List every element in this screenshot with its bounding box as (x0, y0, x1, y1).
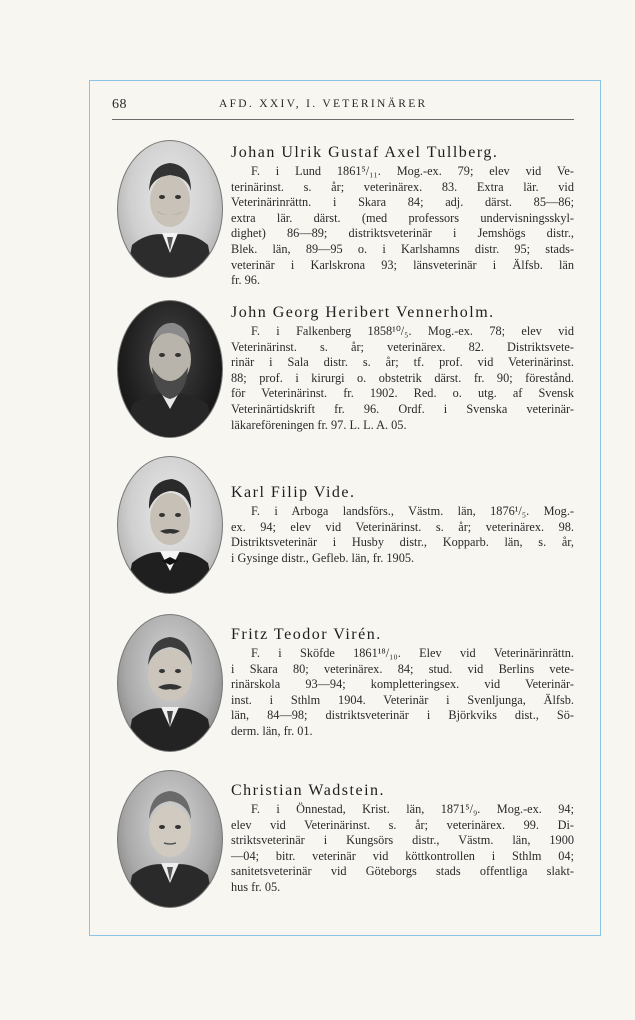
bio-line: terinärinst. s. år; veterinärex. 83. Extra lär. vid (231, 179, 574, 194)
bio-line: Distriktsveterinär i Husby distr., Kopparb. län, s. år, (231, 535, 574, 550)
bio-line: ex. 94; elev vid Veterinärinst. s. år; veterinärex. 98. (231, 519, 574, 534)
bio-line: —04; bitr. veterinär vid köttkontrollen i Sthlm 04; (231, 848, 574, 863)
biography-text (231, 646, 574, 740)
page-number: 68 (112, 97, 127, 112)
bio-line: Veterinärinrättn. i Skara 84; adj. därst. 85—86; (231, 195, 574, 210)
bio-line: fr. 96. (231, 273, 261, 288)
biography-text (231, 164, 574, 289)
bio-line: elev vid Veterinärinst. s. år; veterinärex. 99. Di- (231, 817, 574, 832)
person-name: Karl Filip Vide. (231, 484, 356, 501)
bio-line: 88; prof. i kirurgi o. obstetrik därst. fr. 90; förestånd. (231, 370, 574, 385)
portrait-illustration (118, 141, 222, 277)
portrait-illustration (118, 301, 222, 437)
portrait-illustration (118, 615, 222, 751)
biography-text (231, 324, 574, 433)
bio-line: extra lär. därst. (med professors undervisningsskyl- (231, 210, 574, 225)
bio-line: Blek. län, 89—95 o. i Karlshamns distr. 95; stads- (231, 241, 574, 256)
portrait-illustration (118, 771, 222, 907)
page-header (112, 97, 574, 117)
bio-line: län, 84—98; distriktsveterinär i Björkviks dist., Sö- (231, 708, 574, 723)
header-rule (112, 119, 574, 120)
bio-line: F. i Arboga landsförs., Västm. län, 1876¹/₅. Mog.- (251, 504, 574, 518)
portrait-photo-wadstein (117, 770, 223, 908)
bio-line: rinär i Sala distr. s. år; tf. prof. vid Veterinärinst. (231, 355, 574, 370)
portrait-photo-vennerholm (117, 300, 223, 438)
portrait-photo-viren (117, 614, 223, 752)
bio-line: dighet) 86—89; distriktsveterinär i Jemshögs distr., (231, 226, 574, 241)
bio-line: F. i Sköfde 1861¹⁸/₁₀. Elev vid Veterinärinrättn. (251, 646, 574, 660)
bio-line: F. i Falkenberg 1858¹⁰/₅. Mog.-ex. 78; elev vid (251, 324, 574, 338)
bio-line: rinärskola 93—94; kompletteringsex. vid Veterinär- (231, 677, 574, 692)
bio-line: för Veterinärinst. fr. 1902. Red. o. utg. af Svensk (231, 386, 574, 401)
person-name: John Georg Heribert Vennerholm. (231, 304, 495, 321)
bio-line: i Skara 80; veterinärex. 84; stud. vid Berlins vete- (231, 661, 574, 676)
portrait-illustration (118, 457, 222, 593)
portrait-photo-vide (117, 456, 223, 594)
portrait-photo-tullberg (117, 140, 223, 278)
bio-line: F. i Önnestad, Krist. län, 1871⁵/₉. Mog.-ex. 94; (251, 802, 574, 816)
person-name: Fritz Teodor Virén. (231, 626, 382, 643)
bio-line: hus fr. 05. (231, 879, 281, 894)
bio-line: striktsveterinär i Kungsörs distr., Västm. län, 1900 (231, 833, 574, 848)
person-name: Johan Ulrik Gustaf Axel Tullberg. (231, 144, 499, 161)
bio-line: i Gysinge distr., Gefleb. län, fr. 1905. (231, 550, 415, 565)
bio-line: Veterinärinst. s. år; veterinärex. 82. Distriktsvete- (231, 339, 574, 354)
bio-line: sanitetsveterinär vid Göteborgs stads offentliga slakt- (231, 864, 574, 879)
bio-line: inst. i Sthlm 1904. Veterinär i Svenljunga, Älfsb. (231, 692, 574, 707)
biography-text (231, 504, 574, 566)
biography-text (231, 802, 574, 896)
bio-line: Veterinärtidskrift fr. 96. Ordf. i Svenska veterinär- (231, 401, 574, 416)
bio-line: F. i Lund 1861⁵/₁₁. Mog.-ex. 79; elev vid Ve- (251, 164, 574, 178)
bio-line: derm. län, fr. 01. (231, 723, 313, 738)
bio-line: veterinär i Karlskrona 93; länsveterinär i Älfsb. län (231, 257, 574, 272)
person-name: Christian Wadstein. (231, 782, 386, 799)
running-head: AFD. XXIV, I. VETERINÄRER (219, 98, 428, 110)
bio-line: läkareföreningen fr. 97. L. L. A. 05. (231, 417, 407, 432)
